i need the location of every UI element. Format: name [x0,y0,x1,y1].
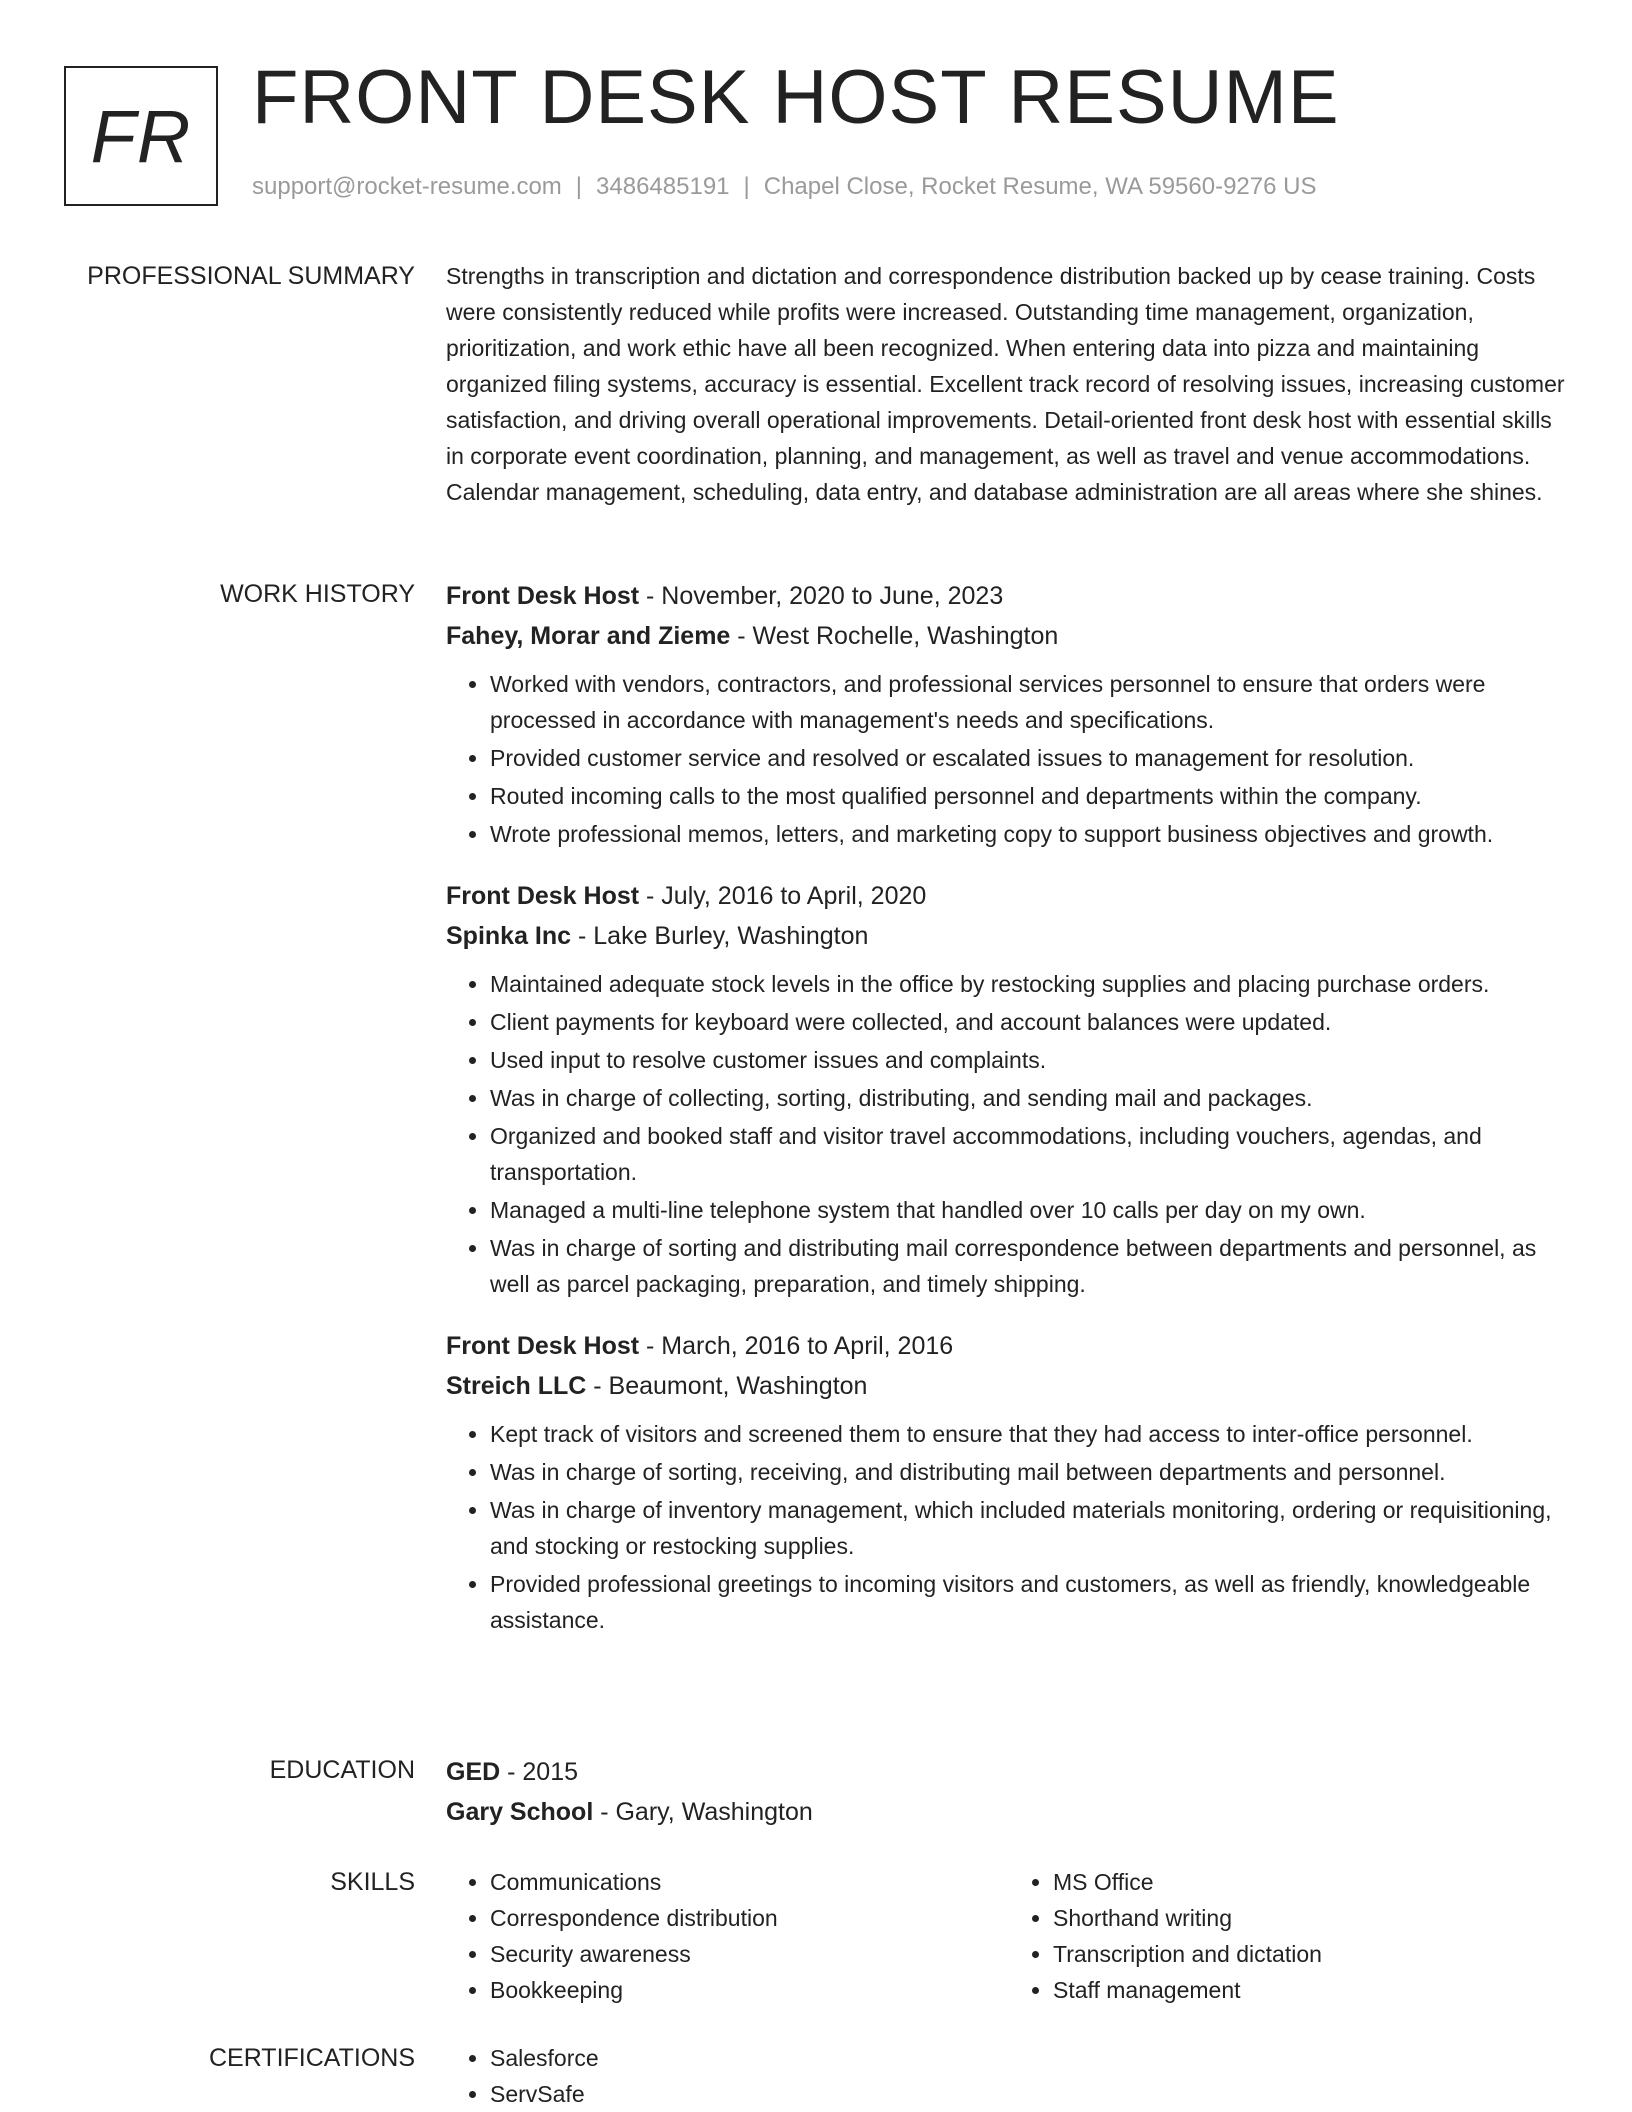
certifications-list [446,2040,1572,2112]
job-entry [446,876,1572,1302]
job-bullets [446,1416,1572,1638]
skills-body [446,1864,1572,2008]
job-entry [446,576,1572,852]
job-company: Fahey, Morar and Zieme [446,622,731,650]
skill-item: • MS Office [1053,1864,1572,1900]
job-bullet: • Client payments for keyboard were collected, and account balances were updated. [490,1004,1572,1040]
education-degree: GED [446,1758,501,1786]
job-bullet: • Maintained adequate stock levels in the office by restocking supplies and placing purchase orders. [490,966,1572,1002]
education-school: Gary School [446,1798,594,1826]
contact-separator: | [575,173,583,200]
job-bullet: • Was in charge of sorting and distributing mail correspondence between departments and personnel, as well as parcel packaging, preparation, and timely shipping. [490,1230,1572,1302]
certification-item: • Salesforce [490,2040,1572,2076]
job-dates: - November, 2020 to June, 2023 [639,582,1004,610]
job-bullet: • Provided professional greetings to incoming visitors and customers, as well as friendly, knowledgeable assistance. [490,1566,1572,1638]
contact-address: Chapel Close, Rocket Resume, WA 59560-9276 US [763,173,1317,200]
work-history-body [446,576,1572,1662]
initials-text: FR [90,94,192,178]
job-bullet: • Used input to resolve customer issues and complaints. [490,1042,1572,1078]
job-company: Streich LLC [446,1372,587,1400]
summary-text: Strengths in transcription and dictation and correspondence distribution backed up by cease training. Costs were consistently reduced while profits were increased. Outstanding time management, organization, prioritization, and work ethic have all been recognized. When entering data into pizza and maintaining organized filing systems, accuracy is essential. Excellent track record of resolving issues, increasing customer satisfaction, and driving overall operational improvements. Detail-oriented front desk host with essential skills in corporate event coordination, planning, and management, as well as travel and venue accommodations. Calendar management, scheduling, data entry, and database administration are all areas where she shines. [446,263,1565,505]
certifications-label: CERTIFICATIONS [208,2044,415,2072]
job-title: Front Desk Host [446,582,640,610]
contact-separator: | [743,173,750,200]
resume-title: FRONT DESK HOST RESUME [252,55,1340,140]
contact-phone: 3486485191 [596,173,730,200]
job-company-line [446,616,1572,656]
job-bullet: • Was in charge of collecting, sorting, distributing, and sending mail and packages. [490,1080,1572,1116]
job-bullet: • Managed a multi-line telephone system that handled over 10 calls per day on my own. [490,1192,1572,1228]
job-bullet: • Was in charge of sorting, receiving, and distributing mail between departments and personnel. [490,1454,1572,1490]
skill-item: • Shorthand writing [1053,1900,1572,1936]
job-bullet: • Organized and booked staff and visitor travel accommodations, including vouchers, agendas, and transportation. [490,1118,1572,1190]
resume-header [0,0,1632,230]
job-location: - West Rochelle, Washington [730,622,1059,650]
job-bullet: • Wrote professional memos, letters, and marketing copy to support business objectives and growth. [490,816,1572,852]
skill-item: • Transcription and dictation [1053,1936,1572,1972]
certification-item: • ServSafe [490,2076,1572,2112]
skill-item: • Staff management [1053,1972,1572,2008]
summary-label: PROFESSIONAL SUMMARY [87,262,415,290]
education-school-line [446,1792,1572,1832]
job-bullets [446,966,1572,1302]
education-body [446,1752,1572,1832]
job-location: - Beaumont, Washington [586,1372,868,1400]
education-year: - 2015 [500,1758,579,1786]
job-dates: - July, 2016 to April, 2020 [639,882,927,910]
job-dates: - March, 2016 to April, 2016 [639,1332,954,1360]
education-location: - Gary, Washington [593,1798,813,1826]
job-title: Front Desk Host [446,1332,640,1360]
skills-column [446,1864,1009,2008]
skills-label: SKILLS [330,1868,415,1896]
contact-email: support@rocket-resume.com [252,173,562,200]
job-company-line [446,916,1572,956]
job-bullet: • Kept track of visitors and screened them to ensure that they had access to inter-office personnel. [490,1416,1572,1452]
education-label: EDUCATION [269,1756,415,1784]
skill-item: • Security awareness [490,1936,1009,1972]
skill-item: • Communications [490,1864,1009,1900]
skills-grid [446,1864,1572,2008]
job-title-line [446,876,1572,916]
job-bullets [446,666,1572,852]
skill-item: • Correspondence distribution [490,1900,1009,1936]
job-location: - Lake Burley, Washington [571,922,869,950]
contact-line [252,173,1316,201]
job-title: Front Desk Host [446,882,640,910]
job-title-line [446,576,1572,616]
job-company-line [446,1366,1572,1406]
job-title-line [446,1326,1572,1366]
job-company: Spinka Inc [446,922,572,950]
job-bullet: • Routed incoming calls to the most qualified personnel and departments within the company. [490,778,1572,814]
job-bullet: • Provided customer service and resolved or escalated issues to management for resolution. [490,740,1572,776]
work-history-label: WORK HISTORY [220,580,415,608]
summary-body [446,258,1572,510]
job-entry [446,1326,1572,1638]
initials-monogram [64,66,218,206]
skills-column [1009,1864,1572,2008]
job-bullet: • Worked with vendors, contractors, and professional services personnel to ensure that orders were processed in accordance with management's needs and specifications. [490,666,1572,738]
job-bullet: • Was in charge of inventory management, which included materials monitoring, ordering or requisitioning, and stocking or restocking supplies. [490,1492,1572,1564]
skill-item: • Bookkeeping [490,1972,1009,2008]
education-degree-line [446,1752,1572,1792]
certifications-body [446,2040,1572,2112]
